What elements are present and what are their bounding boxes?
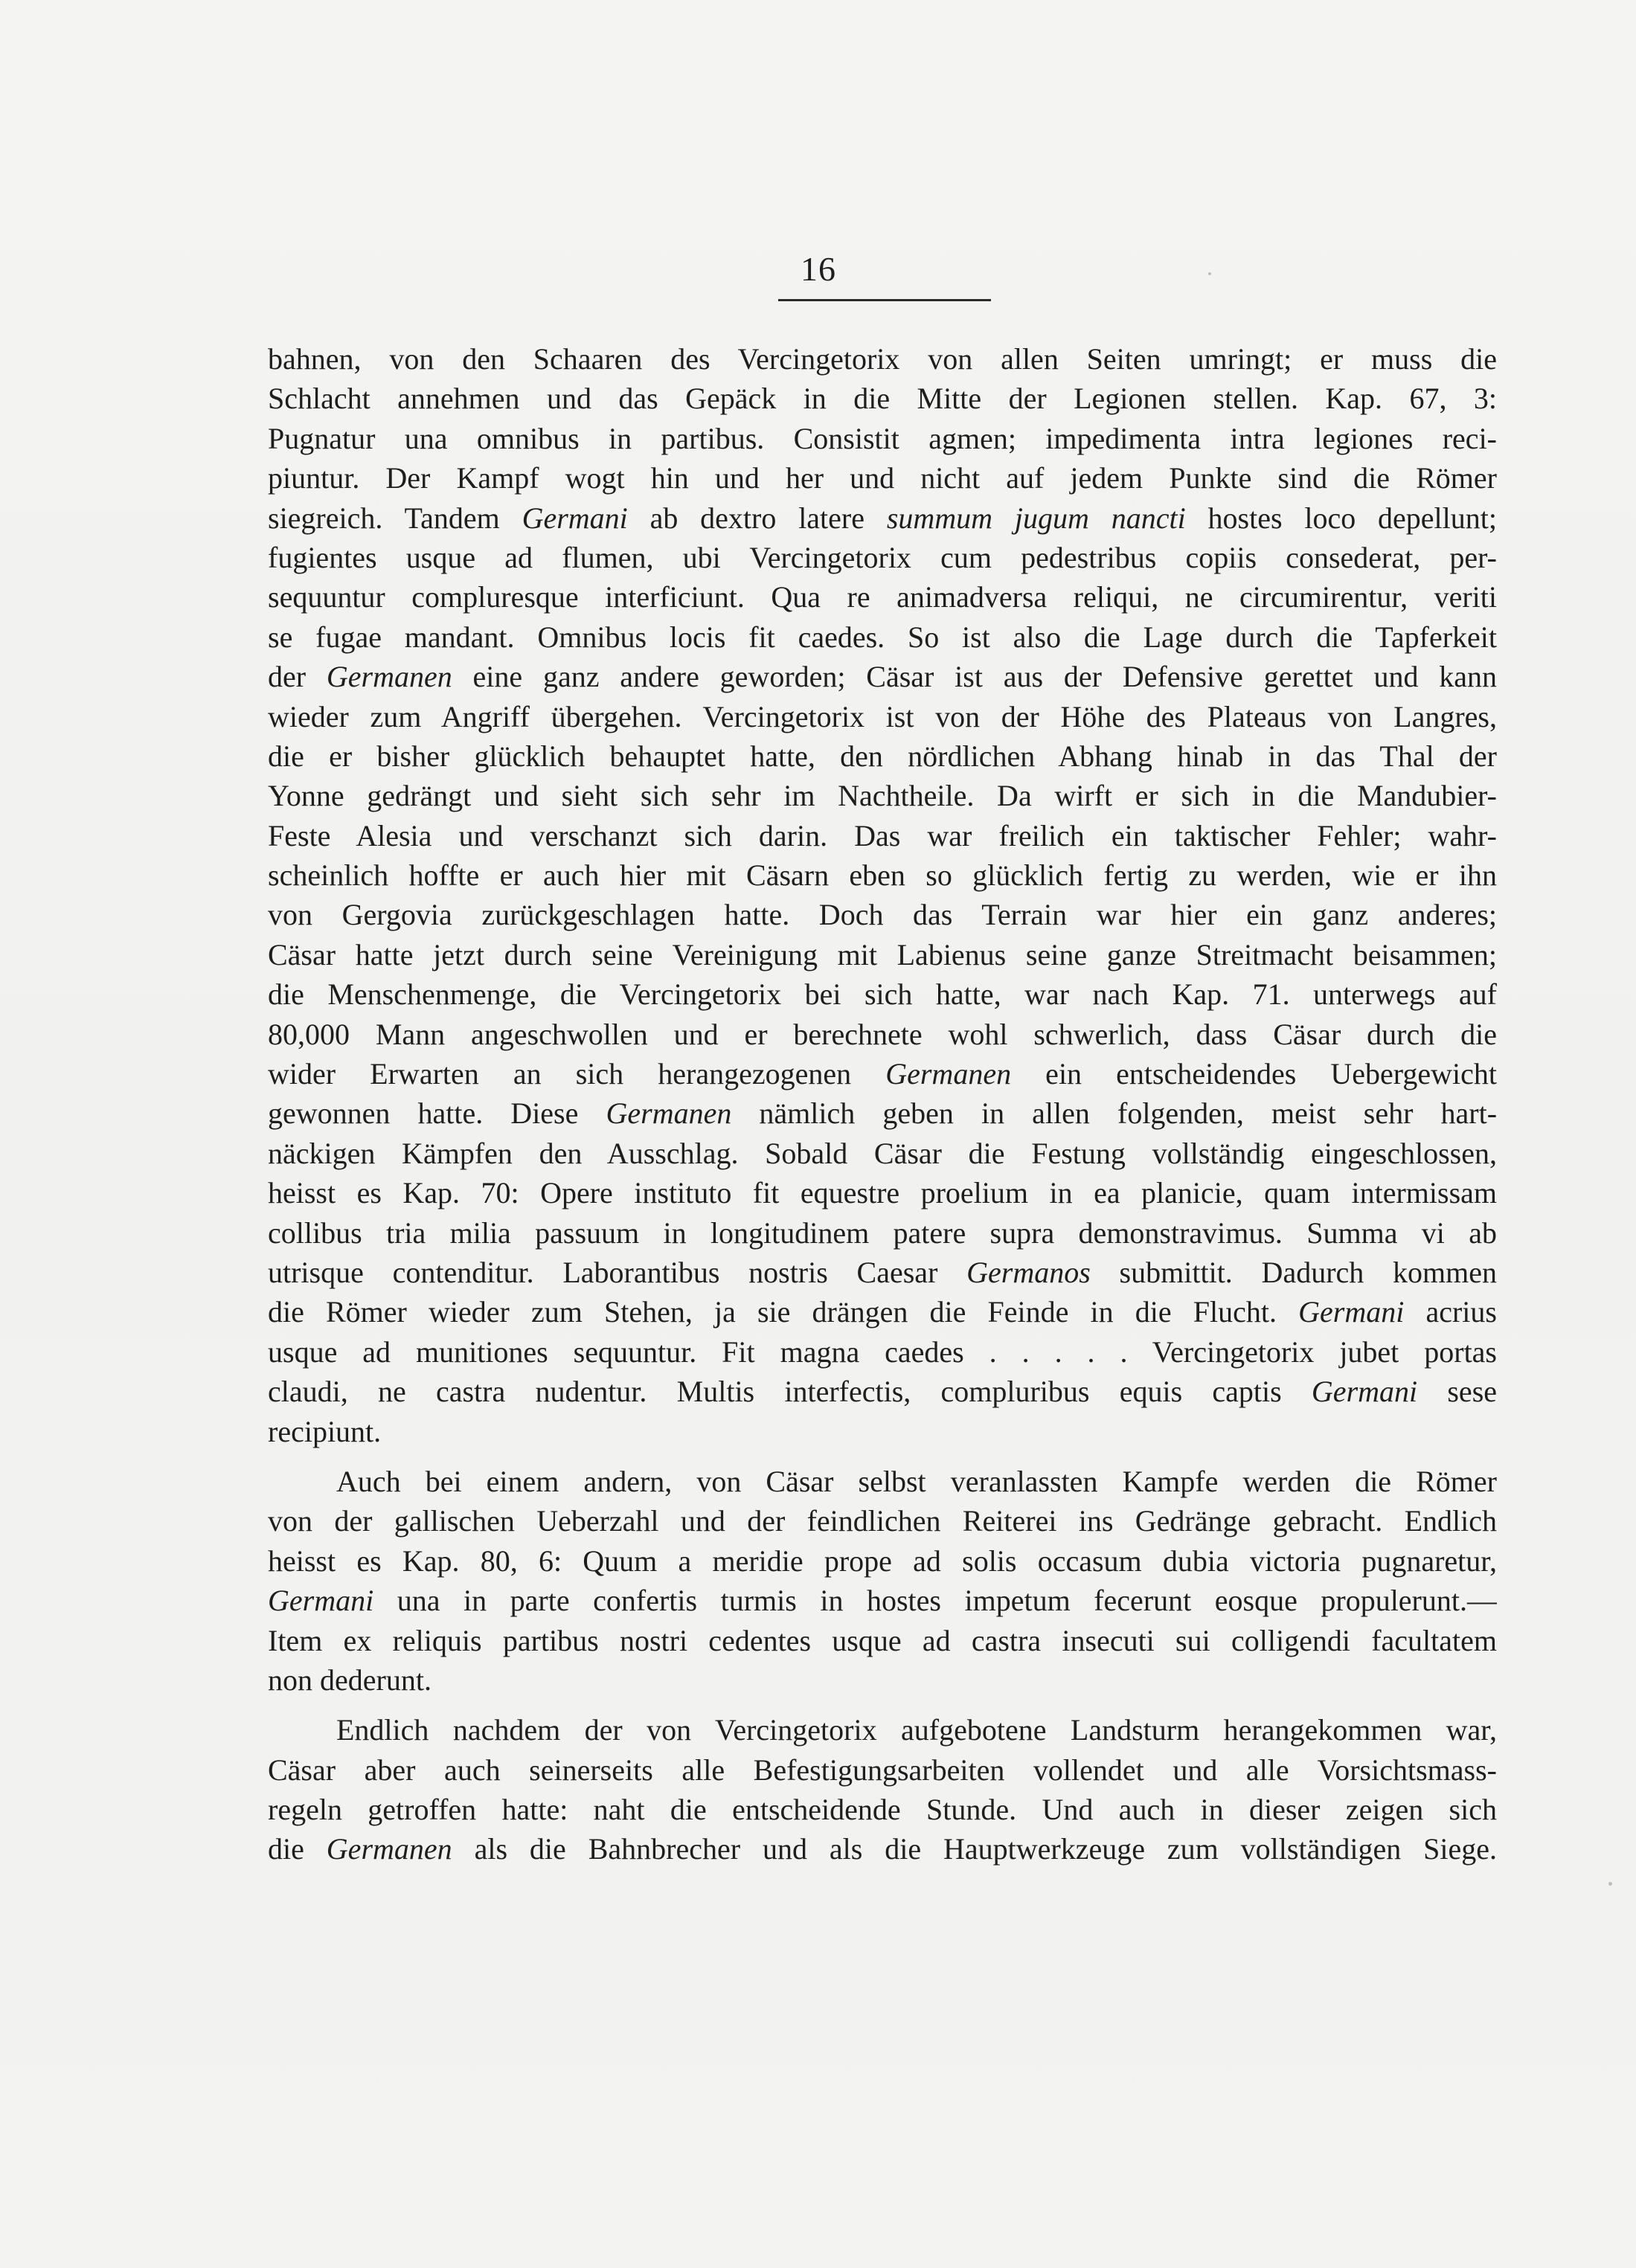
text-line: Feste Alesia und verschanzt sich darin. Das war freilich ein taktischer Fehler; wahr- <box>268 818 1497 852</box>
text-line: siegreich. Tandem Germani ab dextro latere summum jugum nancti hostes loco depellunt; <box>268 501 1497 535</box>
scan-speck <box>1208 272 1211 275</box>
text-line: Endlich nachdem der von Vercingetorix aufgebotene Landsturm herangekommen war, <box>336 1713 1497 1747</box>
text-line: wider Erwarten an sich herangezogenen Germanen ein entscheidendes Uebergewicht <box>268 1057 1497 1091</box>
paragraph <box>268 1710 1497 1869</box>
text-line: Cäsar hatte jetzt durch seine Vereinigung mit Labienus seine ganze Streitmacht beisammen; <box>268 937 1497 971</box>
text-line: collibus tria milia passuum in longitudinem patere supra demonstravimus. Summa vi ab <box>268 1215 1497 1250</box>
text-line: Item ex reliquis partibus nostri cedentes usque ad castra insecuti sui colligendi facultatem <box>268 1623 1497 1657</box>
text-line: Schlacht annehmen und das Gepäck in die Mitte der Legionen stellen. Kap. 67, 3: <box>268 382 1497 416</box>
paragraph <box>268 339 1497 1451</box>
text-line: von Gergovia zurückgeschlagen hatte. Doch das Terrain war hier ein ganz anderes; <box>268 898 1497 932</box>
page-number-rule <box>778 299 991 301</box>
text-line: 80,000 Mann angeschwollen und er berechnete wohl schwerlich, dass Cäsar durch die <box>268 1017 1497 1051</box>
scan-speck <box>1608 1882 1612 1886</box>
paragraph-gap <box>268 1700 1497 1710</box>
text-line: die Römer wieder zum Stehen, ja sie drängen die Feinde in die Flucht. Germani acrius <box>268 1295 1497 1329</box>
text-line: scheinlich hoffte er auch hier mit Cäsarn eben so glücklich fertig zu werden, wie er ihn <box>268 858 1497 893</box>
text-line: claudi, ne castra nudentur. Multis interfectis, compluribus equis captis Germani sese <box>268 1375 1497 1409</box>
text-line: recipiunt. <box>268 1414 382 1448</box>
text-line: gewonnen hatte. Diese Germanen nämlich geben in allen folgenden, meist sehr hart- <box>268 1096 1497 1131</box>
paragraph-gap <box>268 1451 1497 1462</box>
text-line: fugientes usque ad flumen, ubi Vercingetorix cum pedestribus copiis consederat, per- <box>268 540 1497 574</box>
text-line: Auch bei einem andern, von Cäsar selbst veranlassten Kampfe werden die Römer <box>336 1464 1497 1498</box>
text-line: bahnen, von den Schaaren des Vercingetorix von allen Seiten umringt; er muss die <box>268 342 1497 376</box>
text-line: heisst es Kap. 80, 6: Quum a meridie prope ad solis occasum dubia victoria pugnaretur, <box>268 1543 1497 1578</box>
text-line: non dederunt. <box>268 1663 432 1697</box>
text-line: von der gallischen Ueberzahl und der feindlichen Reiterei ins Gedränge gebracht. Endlich <box>268 1504 1497 1538</box>
text-line: die er bisher glücklich behauptet hatte, den nördlichen Abhang hinab in das Thal der <box>268 739 1497 773</box>
body-text <box>268 339 1497 1869</box>
text-line: Yonne gedrängt und sieht sich sehr im Nachtheile. Da wirft er sich in die Mandubier- <box>268 779 1497 813</box>
text-line: der Germanen eine ganz andere geworden; Cäsar ist aus der Defensive gerettet und kann <box>268 660 1497 694</box>
text-line: utrisque contenditur. Laborantibus nostris Caesar Germanos submittit. Dadurch kommen <box>268 1255 1497 1289</box>
text-line: näckigen Kämpfen den Ausschlag. Sobald Cäsar die Festung vollständig eingeschlossen, <box>268 1136 1497 1170</box>
text-line: sequuntur compluresque interficiunt. Qua re animadversa reliqui, ne circumirentur, veriti <box>268 580 1497 614</box>
paragraph <box>268 1462 1497 1700</box>
text-line: Cäsar aber auch seinerseits alle Befestigungsarbeiten vollendet und alle Vorsichtsmass- <box>268 1753 1497 1787</box>
text-line: Germani una in parte confertis turmis in hostes impetum fecerunt eosque propulerunt.— <box>268 1584 1497 1618</box>
text-line: usque ad munitiones sequuntur. Fit magna caedes . . . . . Vercingetorix jubet portas <box>268 1334 1497 1369</box>
text-line: Pugnatur una omnibus in partibus. Consistit agmen; impedimenta intra legiones reci- <box>268 421 1497 455</box>
text-line: die Menschenmenge, die Vercingetorix bei sich hatte, war nach Kap. 71. unterwegs auf <box>268 977 1497 1012</box>
text-line: die Germanen als die Bahnbrecher und als die Hauptwerkzeuge zum vollständigen Siege. <box>268 1832 1497 1866</box>
page-number: 16 <box>801 250 836 288</box>
text-line: piuntur. Der Kampf wogt hin und her und nicht auf jedem Punkte sind die Römer <box>268 461 1497 495</box>
text-line: wieder zum Angriff übergehen. Vercingetorix ist von der Höhe des Plateaus von Langres, <box>268 699 1497 733</box>
text-line: regeln getroffen hatte: naht die entscheidende Stunde. Und auch in dieser zeigen sich <box>268 1793 1497 1827</box>
text-line: heisst es Kap. 70: Opere instituto fit equestre proelium in ea planicie, quam intermissam <box>268 1176 1497 1210</box>
text-line: se fugae mandant. Omnibus locis fit caedes. So ist also die Lage durch die Tapferkeit <box>268 620 1497 654</box>
